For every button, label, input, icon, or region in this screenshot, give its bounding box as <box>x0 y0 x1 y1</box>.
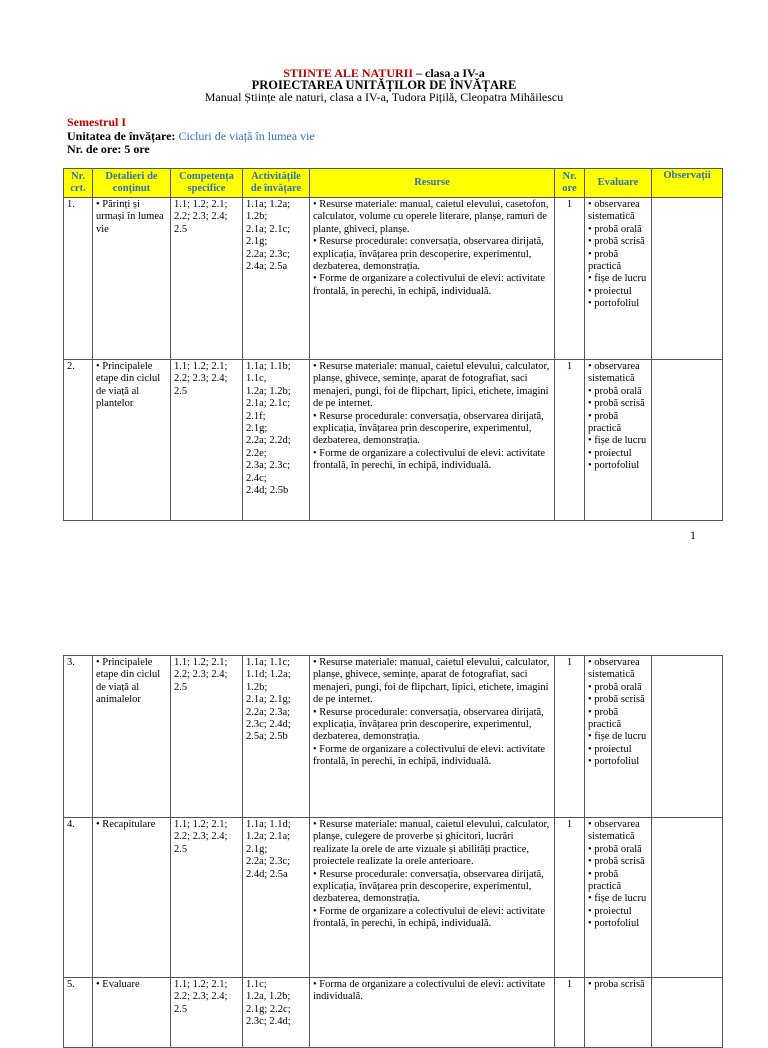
col-header-resurse: Resurse <box>310 169 555 198</box>
document-title: PROIECTAREA UNITĂȚILOR DE ÎNVĂȚARE <box>251 78 517 92</box>
row-ore: 1 <box>555 656 585 818</box>
row-activitati-line: 2.1g; <box>246 843 268 855</box>
row-activitati-line: 2.3c; 2.4d; <box>246 1016 291 1028</box>
row-number: 2. <box>64 360 93 521</box>
row-number: 1. <box>64 198 93 360</box>
row-evaluare-line: • observarea sistematică <box>588 819 640 843</box>
row-evaluare-line: • probă practică <box>588 706 622 731</box>
row-resurse-line: • Forme de organizare a colectivului de elevi: activitate frontală, în perechi, în echipă, individuală. <box>313 447 546 472</box>
row-resurse-line: • Forme de organizare a colectivului de elevi: activitate frontală, în perechi, în echipă, individuală. <box>313 743 546 768</box>
row-evaluare <box>585 818 652 978</box>
row-activitati-line: 2.2a; 2.3c; <box>246 248 291 260</box>
row-evaluare-line: • probă scrisă <box>588 856 645 868</box>
row-evaluare-line: • observarea sistematică <box>588 657 640 681</box>
row-evaluare-line: • probă practică <box>588 410 622 435</box>
table-row <box>64 818 723 978</box>
row-observatii <box>652 656 723 818</box>
row-resurse <box>310 360 555 521</box>
row-evaluare <box>585 198 652 360</box>
row-activitati-line: 2.1f; <box>246 410 266 422</box>
table-row <box>64 360 723 521</box>
row-content: • Recapitulare <box>93 818 171 978</box>
row-resurse-line: • Resurse materiale: manual, caietul elevului, calculator, planșe, culegere de proverbe și ghicitori, lucrări realizate la orele de arte vizuale și abilități practice, proiectele realizate la orele anterioare. <box>313 819 550 868</box>
row-resurse <box>310 656 555 818</box>
row-evaluare-line: • probă orală <box>588 843 642 855</box>
row-activitati <box>243 360 310 521</box>
row-activitati-line: 1.2a, 1.2b; <box>246 991 291 1003</box>
row-activitati-line: 2.2a; 2.2d; <box>246 435 291 447</box>
planning-table-page-2 <box>63 655 723 1048</box>
row-number: 5. <box>64 978 93 1048</box>
row-activitati-line: 2.3c; 2.4d; <box>246 719 291 731</box>
row-resurse-line: • Resurse procedurale: conversația, observarea dirijată, explicația, învățarea prin descoperire, experimentul, dezbaterea, demonstrația. <box>313 868 544 905</box>
row-activitati-line: 1.1c; <box>246 979 267 990</box>
row-ore: 1 <box>555 360 585 521</box>
row-activitati <box>243 978 310 1048</box>
row-resurse-line: • Forme de organizare a colectivului de elevi: activitate frontală, în perechi, în echipă, individuală. <box>313 905 546 930</box>
row-evaluare <box>585 360 652 521</box>
row-competente: 1.1; 1.2; 2.1; 2.2; 2.3; 2.4; 2.5 <box>171 656 243 818</box>
row-competente: 1.1; 1.2; 2.1; 2.2; 2.3; 2.4; 2.5 <box>171 818 243 978</box>
row-evaluare-line: • fișe de lucru <box>588 435 647 447</box>
row-activitati-line: 2.1g; 2.2c; <box>246 1003 291 1015</box>
row-activitati-line: 1.2a; 2.1a; <box>246 831 291 843</box>
row-resurse-line: • Forma de organizare a colectivului de elevi: activitate individuală. <box>313 979 546 1003</box>
row-evaluare-line: • observarea sistematică <box>588 199 640 223</box>
unit-value: Cicluri de viață în lumea vie <box>178 129 315 143</box>
row-activitati-line: 1.1c, <box>246 373 267 385</box>
row-activitati-line: 2.3a; 2.3c; <box>246 460 291 472</box>
row-evaluare-line: • portofoliul <box>588 918 640 930</box>
row-number: 3. <box>64 656 93 818</box>
col-header-ore: Nr. ore <box>555 169 585 198</box>
row-evaluare-line: • observarea sistematică <box>588 361 640 385</box>
row-competente: 1.1; 1.2; 2.1; 2.2; 2.3; 2.4; 2.5 <box>171 978 243 1048</box>
row-resurse-line: • Resurse materiale: manual, caietul elevului, casetofon, calculator, volume cu operele literare, planșe, ramuri de plante, ghiveci, planșe. <box>313 199 549 235</box>
row-content: • Principalele etape din ciclul de viață al plantelor <box>93 360 171 521</box>
row-evaluare-line: • probă scrisă <box>588 398 645 410</box>
row-activitati-line: 2.4d; 2.5b <box>246 485 289 497</box>
row-competente: 1.1; 1.2; 2.1; 2.2; 2.3; 2.4; 2.5 <box>171 198 243 360</box>
row-activitati-line: 2.1g; <box>246 423 268 435</box>
semester-label: Semestrul I <box>67 115 126 129</box>
row-activitati-line: 2.1a; 2.1c; <box>246 223 291 235</box>
row-evaluare-line: • fișe de lucru <box>588 893 647 905</box>
row-activitati-line: 2.1a; 2.1g; <box>246 694 291 706</box>
row-observatii <box>652 360 723 521</box>
row-activitati <box>243 656 310 818</box>
row-evaluare-line: • probă orală <box>588 385 642 397</box>
row-activitati-line: 1.2a; 1.2b; <box>246 385 291 397</box>
col-header-observatii: Observații <box>652 169 723 198</box>
row-activitati-line: 1.1a; 1.1c; <box>246 657 291 668</box>
row-evaluare-line: • portofoliul <box>588 460 640 472</box>
row-activitati <box>243 818 310 978</box>
row-evaluare-line: • fișe de lucru <box>588 731 647 743</box>
row-evaluare-line: • probă practică <box>588 248 622 273</box>
row-resurse-line: • Resurse procedurale: conversația, observarea dirijată, explicația, învățarea prin descoperire, experimentul, dezbaterea, demonstrația. <box>313 410 544 447</box>
col-header-nr: Nr. crt. <box>64 169 93 198</box>
row-resurse <box>310 818 555 978</box>
row-evaluare-line: • probă scrisă <box>588 236 645 248</box>
row-evaluare-line: • proiectul <box>588 743 632 755</box>
row-resurse-line: • Resurse procedurale: conversația, observarea dirijată, explicația, învățarea prin descoperire, experimentul, dezbaterea, demonstrația. <box>313 706 544 743</box>
col-header-activitati: Activitățile de învățare <box>243 169 310 198</box>
row-activitati-line: 1.1a; 1.1d; <box>246 819 291 830</box>
row-ore: 1 <box>555 818 585 978</box>
row-activitati-line: 2.1a; 2.1c; <box>246 398 291 410</box>
row-activitati-line: 1.1d; 1.2a; <box>246 669 291 681</box>
unit-label: Unitatea de învățare: <box>67 129 176 143</box>
row-activitati-line: 1.1a; 1.1b; <box>246 361 291 372</box>
grade-label: – clasa a IV-a <box>413 66 485 80</box>
table-row <box>64 978 723 1048</box>
subject-title: STIINTE ALE NATURII <box>283 66 414 80</box>
col-header-competente: Competența specifice <box>171 169 243 198</box>
row-evaluare-line: • probă scrisă <box>588 694 645 706</box>
row-evaluare-line: • portofoliul <box>588 756 640 768</box>
row-activitati-line: 2.1g; <box>246 236 268 248</box>
row-number: 4. <box>64 818 93 978</box>
row-activitati-line: 1.2b; <box>246 211 268 223</box>
row-resurse-line: • Resurse procedurale: conversația, observarea dirijată, explicația, învățarea prin descoperire, experimentul, dezbaterea, demonstrația. <box>313 236 544 273</box>
row-evaluare-line: • probă orală <box>588 681 642 693</box>
row-observatii <box>652 978 723 1048</box>
row-resurse <box>310 978 555 1048</box>
row-resurse-line: • Forme de organizare a colectivului de elevi: activitate frontală, în perechi, în echipă, individuală. <box>313 273 546 297</box>
row-evaluare-line: • fișe de lucru <box>588 273 647 285</box>
row-ore: 1 <box>555 978 585 1048</box>
row-activitati-line: 2.4d; 2.5a <box>246 868 288 880</box>
row-activitati-line: 2.2e; <box>246 447 267 459</box>
table-header-row <box>64 169 723 198</box>
manual-reference: Manual Științe ale naturi, clasa a IV-a, Tudora Pițilă, Cleopatra Mihăilescu <box>204 90 564 104</box>
row-activitati-line: 2.2a; 2.3c; <box>246 856 291 868</box>
row-content: • Părinți și urmași în lumea vie <box>93 198 171 360</box>
row-observatii <box>652 818 723 978</box>
row-competente: 1.1; 1.2; 2.1; 2.2; 2.3; 2.4; 2.5 <box>171 360 243 521</box>
planning-table-page-1 <box>63 168 723 521</box>
row-evaluare-line: • probă orală <box>588 223 642 235</box>
page-number: 1 <box>690 528 696 542</box>
table-row <box>64 198 723 360</box>
row-activitati-line: 2.5a; 2.5b <box>246 731 288 743</box>
row-observatii <box>652 198 723 360</box>
row-resurse-line: • Resurse materiale: manual, caietul elevului, calculator, planșe, ghivece, semințe, aparat de fotografiat, saci menajeri, pungi, foi de flipchart, lipici, etichete, imagini de pe internet. <box>313 361 550 410</box>
row-ore: 1 <box>555 198 585 360</box>
row-evaluare-line: • probă practică <box>588 868 622 893</box>
row-resurse <box>310 198 555 360</box>
col-header-evaluare: Evaluare <box>585 169 652 198</box>
row-content: • Evaluare <box>93 978 171 1048</box>
row-evaluare-line: • proiectul <box>588 285 632 297</box>
row-activitati-line: 1.2b; <box>246 681 268 693</box>
row-evaluare-line: • proiectul <box>588 905 632 917</box>
row-activitati-line: 1.1a; 1.2a; <box>246 199 291 210</box>
row-evaluare <box>585 656 652 818</box>
row-activitati-line: 2.2a; 2.3a; <box>246 706 291 718</box>
row-content: • Principalele etape din ciclul de viață al animalelor <box>93 656 171 818</box>
row-activitati <box>243 198 310 360</box>
col-header-content: Detalieri de conținut <box>93 169 171 198</box>
row-evaluare-line: • portofoliul <box>588 298 640 310</box>
hours-label: Nr. de ore: 5 ore <box>67 142 150 156</box>
row-activitati-line: 2.4a; 2.5a <box>246 261 288 273</box>
row-resurse-line: • Resurse materiale: manual, caietul elevului, calculator, planșe, ghivece, semințe, aparat de fotografiat, saci menajeri, pungi, foi de flipchart, lipici, etichete, imagini de pe internet. <box>313 657 550 706</box>
row-activitati-line: 2.4c; <box>246 472 267 484</box>
table-row <box>64 656 723 818</box>
row-evaluare <box>585 978 652 1048</box>
row-evaluare-line: • proiectul <box>588 447 632 459</box>
row-evaluare-line: • proba scrisă <box>588 979 645 990</box>
